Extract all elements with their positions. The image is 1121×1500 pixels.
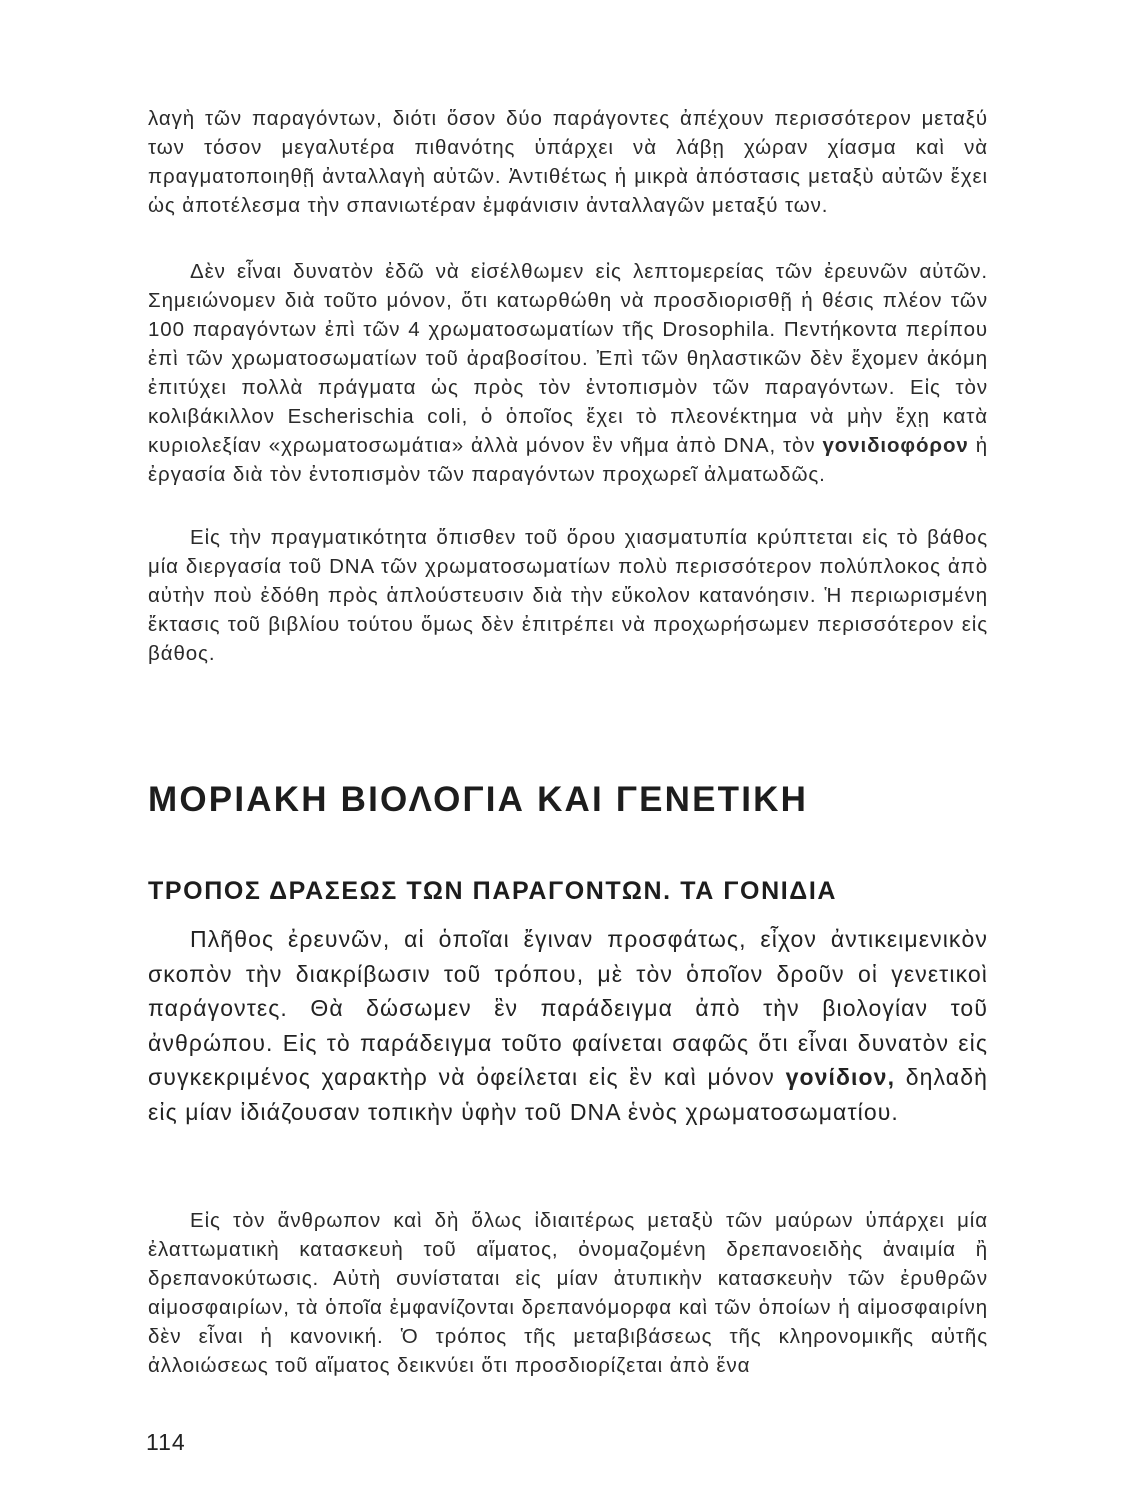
- section-title: ΜΟΡΙΑΚΗ ΒΙΟΛΟΓΙΑ ΚΑΙ ΓΕΝΕΤΙΚΗ: [148, 780, 809, 819]
- bold-term: γονίδιον,: [785, 1064, 896, 1090]
- subsection-title: ΤΡΟΠΟΣ ΔΡΑΣΕΩΣ ΤΩΝ ΠΑΡΑΓΟΝΤΩΝ. ΤΑ ΓΟΝΙΔΙΑ: [148, 877, 838, 905]
- paragraph-text: Εἰς τὸν ἄνθρωπον καὶ δὴ ὅλως ἰδιαιτέρως μεταξὺ τῶν μαύρων ὑπάρχει μία ἐλαττωματικὴ κατασκευὴ τοῦ αἵματος, ὀνομαζομένη δρεπανοειδὴς ἀναιμία ἢ δρεπανοκύτωσις. Αὐτὴ συνίσταται εἰς μίαν ἀτυπικὴν κατασκευὴν τῶν ἐρυθρῶν αἱμοσφαιρίων, τὰ ὁποῖα ἐμφανίζονται δρεπανόμορφα καὶ τῶν ὁποίων ἡ αἱμοσφαιρίνη δὲν εἶναι ἡ κανονική. Ὁ τρόπος τῆς μεταβιβάσεως τῆς κληρονομικῆς αὐτῆς ἀλλοιώσεως τοῦ αἵματος δεικνύει ὅτι προσδιορίζεται ἀπὸ ἕνα: [148, 1209, 988, 1377]
- paragraph-text: Πλῆθος ἐρευνῶν, αἱ ὁποῖαι ἔγιναν προσφάτως, εἶχον ἀντικειμενικὸν σκοπὸν τὴν διακρίβωσιν τοῦ τρόπου, μὲ τὸν ὁποῖον δροῦν οἱ γενετικοὶ παράγοντες. Θὰ δώσωμεν ἓν παράδειγμα ἀπὸ τὴν βιολογίαν τοῦ ἀνθρώπου. Εἰς τὸ παράδειγμα τοῦτο φαίνεται σαφῶς ὅτι εἶναι δυνατὸν εἰς συγκεκριμένος χαρακτὴρ νὰ ὀφείλεται εἰς ἓν καὶ μόνον: [148, 926, 988, 1090]
- paragraph-sickle-cell: [148, 1206, 988, 1380]
- page-number: 114: [146, 1429, 186, 1455]
- paragraph-text: Δὲν εἶναι δυνατὸν ἐδῶ νὰ εἰσέλθωμεν εἰς λεπτομερείας τῶν ἐρευνῶν αὐτῶν. Σημειώνομεν διὰ τοῦτο μόνον, ὅτι κατωρθώθη νὰ προσδιορισθῇ ἡ θέσις πλέον τῶν 100 παραγόντων ἐπὶ τῶν 4 χρωματοσωματίων τῆς Drosophila. Πεντήκοντα περίπου ἐπὶ τῶν χρωματοσωματίων τοῦ ἀραβοσίτου. Ἐπὶ τῶν θηλαστικῶν δὲν ἔχομεν ἀκόμη ἐπιτύχει πολλὰ πράγματα ὡς πρὸς τὸν ἐντοπισμὸν τῶν παραγόντων. Εἰς τὸν κολιβάκιλλον Escherischia coli, ὁ ὁποῖος ἔχει τὸ πλεονέκτημα νὰ μὴν ἔχῃ κατὰ κυριολεξίαν «χρωματοσωμάτια» ἀλλὰ μόνον ἓν νῆμα ἀπὸ DNA, τὸν: [148, 260, 988, 457]
- paragraph-text: δηλαδὴ εἰς μίαν ἰδιάζουσαν τοπικὴν ὑφὴν τοῦ DNA ἑνὸς χρωματοσωματίου.: [148, 1064, 988, 1125]
- paragraph-continuation: [148, 104, 988, 220]
- paragraph-research-details: [148, 257, 988, 489]
- paragraph-genes-intro: [148, 922, 988, 1129]
- paragraph-text: λαγὴ τῶν παραγόντων, διότι ὅσον δύο παράγοντες ἀπέχουν περισσότερον μεταξύ των τόσον μεγαλυτέρα πιθανότης ὑπάρχει νὰ λάβῃ χώραν χίασμα καὶ νὰ πραγματοποιηθῇ ἀνταλλαγὴ αὐτῶν. Ἀντιθέτως ἡ μικρὰ ἀπόστασις μεταξὺ αὐτῶν ἔχει ὡς ἀποτέλεσμα τὴν σπανιωτέραν ἐμφάνισιν ἀνταλλαγῶν μεταξύ των.: [148, 107, 988, 217]
- paragraph-crossing-over: [148, 523, 988, 668]
- bold-term: γονιδιοφόρον: [822, 434, 969, 457]
- paragraph-text: Εἰς τὴν πραγματικότητα ὄπισθεν τοῦ ὅρου χιασματυπία κρύπτεται εἰς τὸ βάθος μία διεργασία τοῦ DNA τῶν χρωματοσωματίων πολὺ περισσότερον πολύπλοκος ἀπὸ αὐτὴν ποὺ ἐδόθη πρὸς ἁπλούστευσιν διὰ τὴν εὔκολον κατανόησιν. Ἡ περιωρισμένη ἔκτασις τοῦ βιβλίου τούτου ὅμως δὲν ἐπιτρέπει νὰ προχωρήσωμεν περισσότερον εἰς βάθος.: [148, 526, 988, 665]
- paragraph-text: ἡ ἐργασία διὰ τὸν ἐντοπισμὸν τῶν παραγόντων προχωρεῖ ἀλματωδῶς.: [148, 434, 988, 486]
